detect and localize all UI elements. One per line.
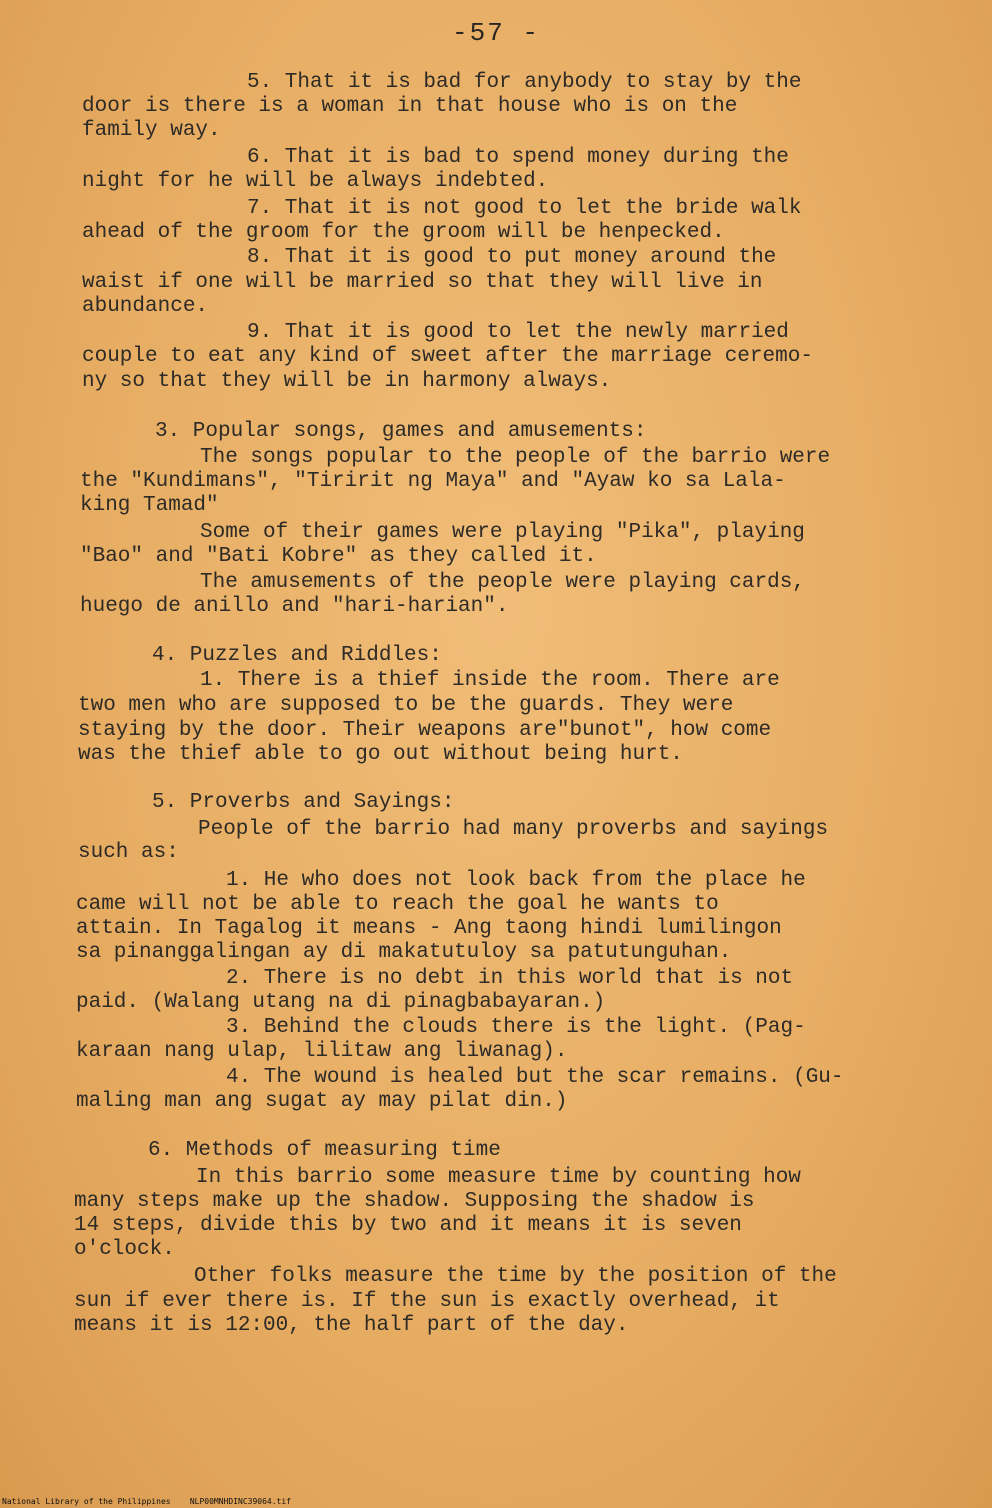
- text-line: 8. That it is good to put money around the: [247, 246, 777, 269]
- text-line: karaan nang ulap, lilitaw ang liwanag).: [76, 1040, 568, 1063]
- text-line: night for he will be always indebted.: [82, 170, 549, 193]
- text-line: The amusements of the people were playing cards,: [200, 571, 805, 594]
- text-line: Other folks measure the time by the position of the: [194, 1265, 837, 1288]
- text-line: 3. Behind the clouds there is the light. (Pag-: [226, 1016, 806, 1039]
- text-line: 1. He who does not look back from the place he: [226, 869, 806, 892]
- text-line: 9. That it is good to let the newly married: [247, 321, 789, 344]
- text-line: king Tamad": [80, 494, 219, 517]
- text-line: 14 steps, divide this by two and it means it is seven: [74, 1214, 742, 1237]
- text-line: "Bao" and "Bati Kobre" as they called it.: [80, 545, 597, 568]
- text-line: two men who are supposed to be the guards. They were: [78, 694, 734, 717]
- text-line: attain. In Tagalog it means - Ang taong hindi lumilingon: [76, 917, 782, 940]
- text-line: 4. The wound is healed but the scar remains. (Gu-: [226, 1066, 844, 1089]
- text-line: sun if ever there is. If the sun is exactly overhead, it: [74, 1290, 780, 1313]
- text-line: many steps make up the shadow. Supposing the shadow is: [74, 1190, 755, 1213]
- text-line: 7. That it is not good to let the bride walk: [247, 197, 802, 220]
- text-line: 5. That it is bad for anybody to stay by the: [247, 71, 802, 94]
- text-line: People of the barrio had many proverbs and sayings: [198, 818, 829, 841]
- text-line: ny so that they will be in harmony always.: [82, 370, 612, 393]
- text-line: o'clock.: [74, 1238, 175, 1261]
- text-line: The songs popular to the people of the barrio were: [200, 446, 831, 469]
- section-heading: 4. Puzzles and Riddles:: [152, 644, 442, 667]
- text-line: door is there is a woman in that house who is on the: [82, 95, 738, 118]
- text-line: huego de anillo and "hari-harian".: [80, 595, 509, 618]
- text-line: sa pinanggalingan ay di makatutuloy sa patutunguhan.: [76, 941, 732, 964]
- text-line: maling man ang sugat ay may pilat din.): [76, 1090, 568, 1113]
- section-heading: 3. Popular songs, games and amusements:: [155, 420, 647, 443]
- text-line: Some of their games were playing "Pika", playing: [200, 521, 805, 544]
- text-line: couple to eat any kind of sweet after the marriage ceremo-: [82, 345, 813, 368]
- text-line: came will not be able to reach the goal he wants to: [76, 893, 719, 916]
- text-line: paid. (Walang utang na di pinagbabayaran.): [76, 991, 606, 1014]
- text-line: In this barrio some measure time by counting how: [196, 1166, 801, 1189]
- text-line: 1. There is a thief inside the room. There are: [200, 669, 780, 692]
- text-line: 6. That it is bad to spend money during the: [247, 146, 789, 169]
- text-line: waist if one will be married so that they will live in: [82, 271, 763, 294]
- text-line: family way.: [82, 119, 221, 142]
- text-line: was the thief able to go out without being hurt.: [78, 743, 683, 766]
- section-heading: 6. Methods of measuring time: [148, 1139, 501, 1162]
- text-line: 2. There is no debt in this world that is not: [226, 967, 794, 990]
- text-line: staying by the door. Their weapons are"bunot", how come: [78, 719, 772, 742]
- section-heading: 5. Proverbs and Sayings:: [152, 791, 455, 814]
- text-line: such as:: [78, 841, 179, 864]
- text-line: abundance.: [82, 295, 209, 318]
- text-line: means it is 12:00, the half part of the day.: [74, 1314, 629, 1337]
- text-line: the "Kundimans", "Tiririt ng Maya" and "Ayaw ko sa Lala-: [80, 470, 786, 493]
- text-line: ahead of the groom for the groom will be henpecked.: [82, 221, 725, 244]
- archive-footer: National Library of the Philippines NLP00MNHDINC39064.tif: [2, 1497, 291, 1506]
- page-number: -57 -: [452, 18, 541, 48]
